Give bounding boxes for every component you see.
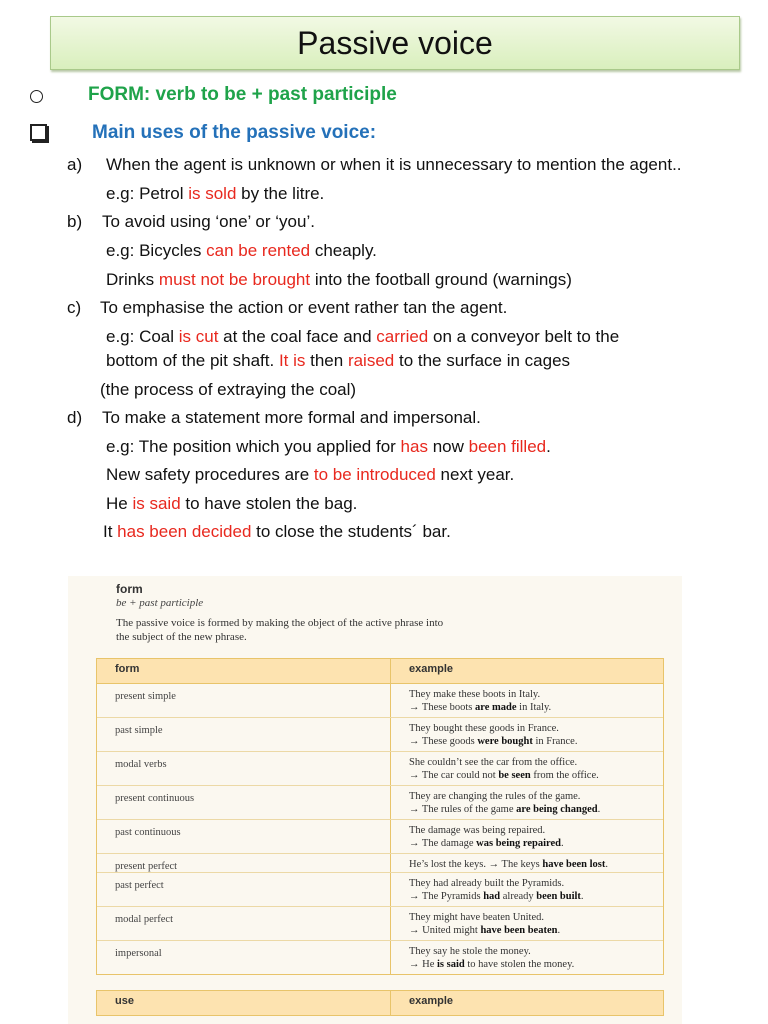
example-active: They say he stole the money. [409,946,531,957]
text: bottom of the pit shaft. [106,351,279,370]
example-active: They make these boots in Italy. [409,689,541,700]
scan-heading: form [116,582,143,596]
passive-verb: are being changed [516,804,598,815]
example-passive [409,924,663,937]
use-d-example-1 [106,436,551,458]
passive-verb: are made [475,702,517,713]
highlight: has been decided [117,522,252,541]
text: → The Pyramids [409,891,484,902]
title-banner [50,16,740,70]
text: now [427,437,469,456]
example-active: They had already built the Pyramids. [409,878,565,889]
table-row [97,786,663,820]
example-cell [391,752,663,785]
text: on a conveyor belt to the [428,327,620,346]
col-form: form [97,659,391,683]
form-cell: past simple [97,718,391,751]
text: at the coal face and [218,327,377,346]
use-c-example-2 [106,350,570,372]
example-active: She couldn’t see the car from the office. [409,757,578,768]
text: → The rules of the game [409,804,517,815]
text: It [103,522,118,541]
marker-d: d) [67,408,83,427]
text: from the office. [530,770,599,781]
form-cell: present continuous [97,786,391,819]
passive-verb: had [483,891,501,902]
text: to close the students´ bar. [251,522,451,541]
text: e.g: Coal [106,327,179,346]
text: next year. [435,465,515,484]
example-passive [409,958,663,971]
text: → The damage [409,838,477,849]
example-passive [409,769,663,782]
text: He’s lost the keys. → The keys [409,859,543,870]
use-table-header [97,991,663,1016]
text: e.g: The position which you applied for [106,437,401,456]
highlight: has [400,437,428,456]
example-passive [409,837,663,850]
example-passive [409,890,663,903]
form-cell: present simple [97,684,391,717]
highlight: It is [278,351,306,370]
marker-c: c) [67,298,82,317]
text: . [560,838,564,849]
text: He [106,494,133,513]
example-cell [391,684,663,717]
passive-verb: been built [536,891,581,902]
col-use: use [97,991,391,1015]
text: then [305,351,348,370]
example-cell [391,941,663,974]
use-b-example-1 [106,240,377,262]
text: . [546,437,551,456]
example-passive [409,735,663,748]
table-row [97,820,663,854]
use-b-text: To avoid using ‘one’ or ‘you’. [102,212,315,231]
example-active: They bought these goods in France. [409,723,559,734]
example-cell [391,907,663,940]
example-active: The damage was being repaired. [409,825,546,836]
example-active: They might have beaten United. [409,912,544,923]
passive-verb: have been lost [542,859,606,870]
table-row [97,854,663,873]
table-row [97,718,663,752]
passive-verb: is said [437,959,465,970]
example-cell [391,820,663,853]
text: → He [409,959,437,970]
passive-verb: have been beaten [480,925,558,936]
marker-a: a) [67,155,83,174]
table-row [97,941,663,974]
example-cell [391,873,663,906]
form-table-header [97,659,663,684]
table-row [97,873,663,907]
scan-intro: The passive voice is formed by making the object of the active phrase into the subject of the new phrase. [116,617,444,643]
text: Drinks [106,270,159,289]
text: . [605,859,608,870]
use-b-example-2 [106,269,572,291]
text: to the surface in cages [394,351,571,370]
table-row [97,684,663,718]
text: by the litre. [236,184,325,203]
highlight: been filled [468,437,547,456]
form-cell: past perfect [97,873,391,906]
page-title: Passive voice [297,24,493,61]
highlight: must not be brought [158,270,311,289]
use-c-example-3: (the process of extraying the coal) [100,380,357,399]
use-d-text: To make a statement more formal and impersonal. [102,408,481,427]
text: → These goods [409,736,478,747]
text: to have stolen the money. [464,959,575,970]
example-passive [409,803,663,816]
form-cell: modal perfect [97,907,391,940]
highlight: is cut [178,327,219,346]
use-d-example-3 [106,493,357,515]
text: already [500,891,537,902]
text: into the football ground (warnings) [310,270,572,289]
example-cell [391,786,663,819]
text: to have stolen the bag. [180,494,358,513]
textbook-scan [68,576,682,1024]
passive-verb: be seen [498,770,531,781]
highlight: to be introduced [313,465,436,484]
highlight: raised [347,351,395,370]
example-passive [409,858,663,871]
form-cell: modal verbs [97,752,391,785]
form-cell: present perfect [97,854,391,872]
text: → These boots [409,702,476,713]
use-a-example [106,183,324,205]
text: in Italy. [516,702,552,713]
text: → The car could not [409,770,499,781]
use-a-text: When the agent is unknown or when it is unnecessary to mention the agent.. [106,155,682,174]
use-c-example-1 [106,326,619,348]
example-passive [409,701,663,714]
form-table [96,658,664,975]
highlight: can be rented [206,241,311,260]
text: in France. [532,736,578,747]
checkbox-bullet-icon [30,124,47,141]
use-table [96,990,664,1016]
form-cell: impersonal [97,941,391,974]
passive-verb: were bought [477,736,533,747]
text: e.g: Bicycles [106,241,207,260]
example-active: They are changing the rules of the game. [409,791,581,802]
passive-verb: was being repaired [476,838,561,849]
text: . [557,925,561,936]
form-cell: past continuous [97,820,391,853]
col-example: example [409,995,454,1007]
use-c-text: To emphasise the action or event rather tan the agent. [100,298,508,317]
example-cell [391,718,663,751]
text: → United might [409,925,481,936]
scan-subheading: be + past participle [116,597,204,609]
marker-b: b) [67,212,83,231]
circle-bullet-icon [30,90,43,103]
table-row [97,752,663,786]
uses-heading: Main uses of the passive voice: [92,122,377,143]
text: . [597,804,601,815]
form-line: FORM: verb to be + past participle [88,84,397,105]
text: . [580,891,584,902]
example-cell [391,854,663,872]
text: e.g: Petrol [106,184,189,203]
col-example: example [409,663,454,675]
highlight: is sold [188,184,237,203]
table-row [97,907,663,941]
highlight: is said [132,494,181,513]
highlight: carried [376,327,429,346]
use-d-example-2 [106,464,514,486]
text: cheaply. [310,241,377,260]
use-d-example-4 [103,521,451,543]
text: New safety procedures are [106,465,314,484]
